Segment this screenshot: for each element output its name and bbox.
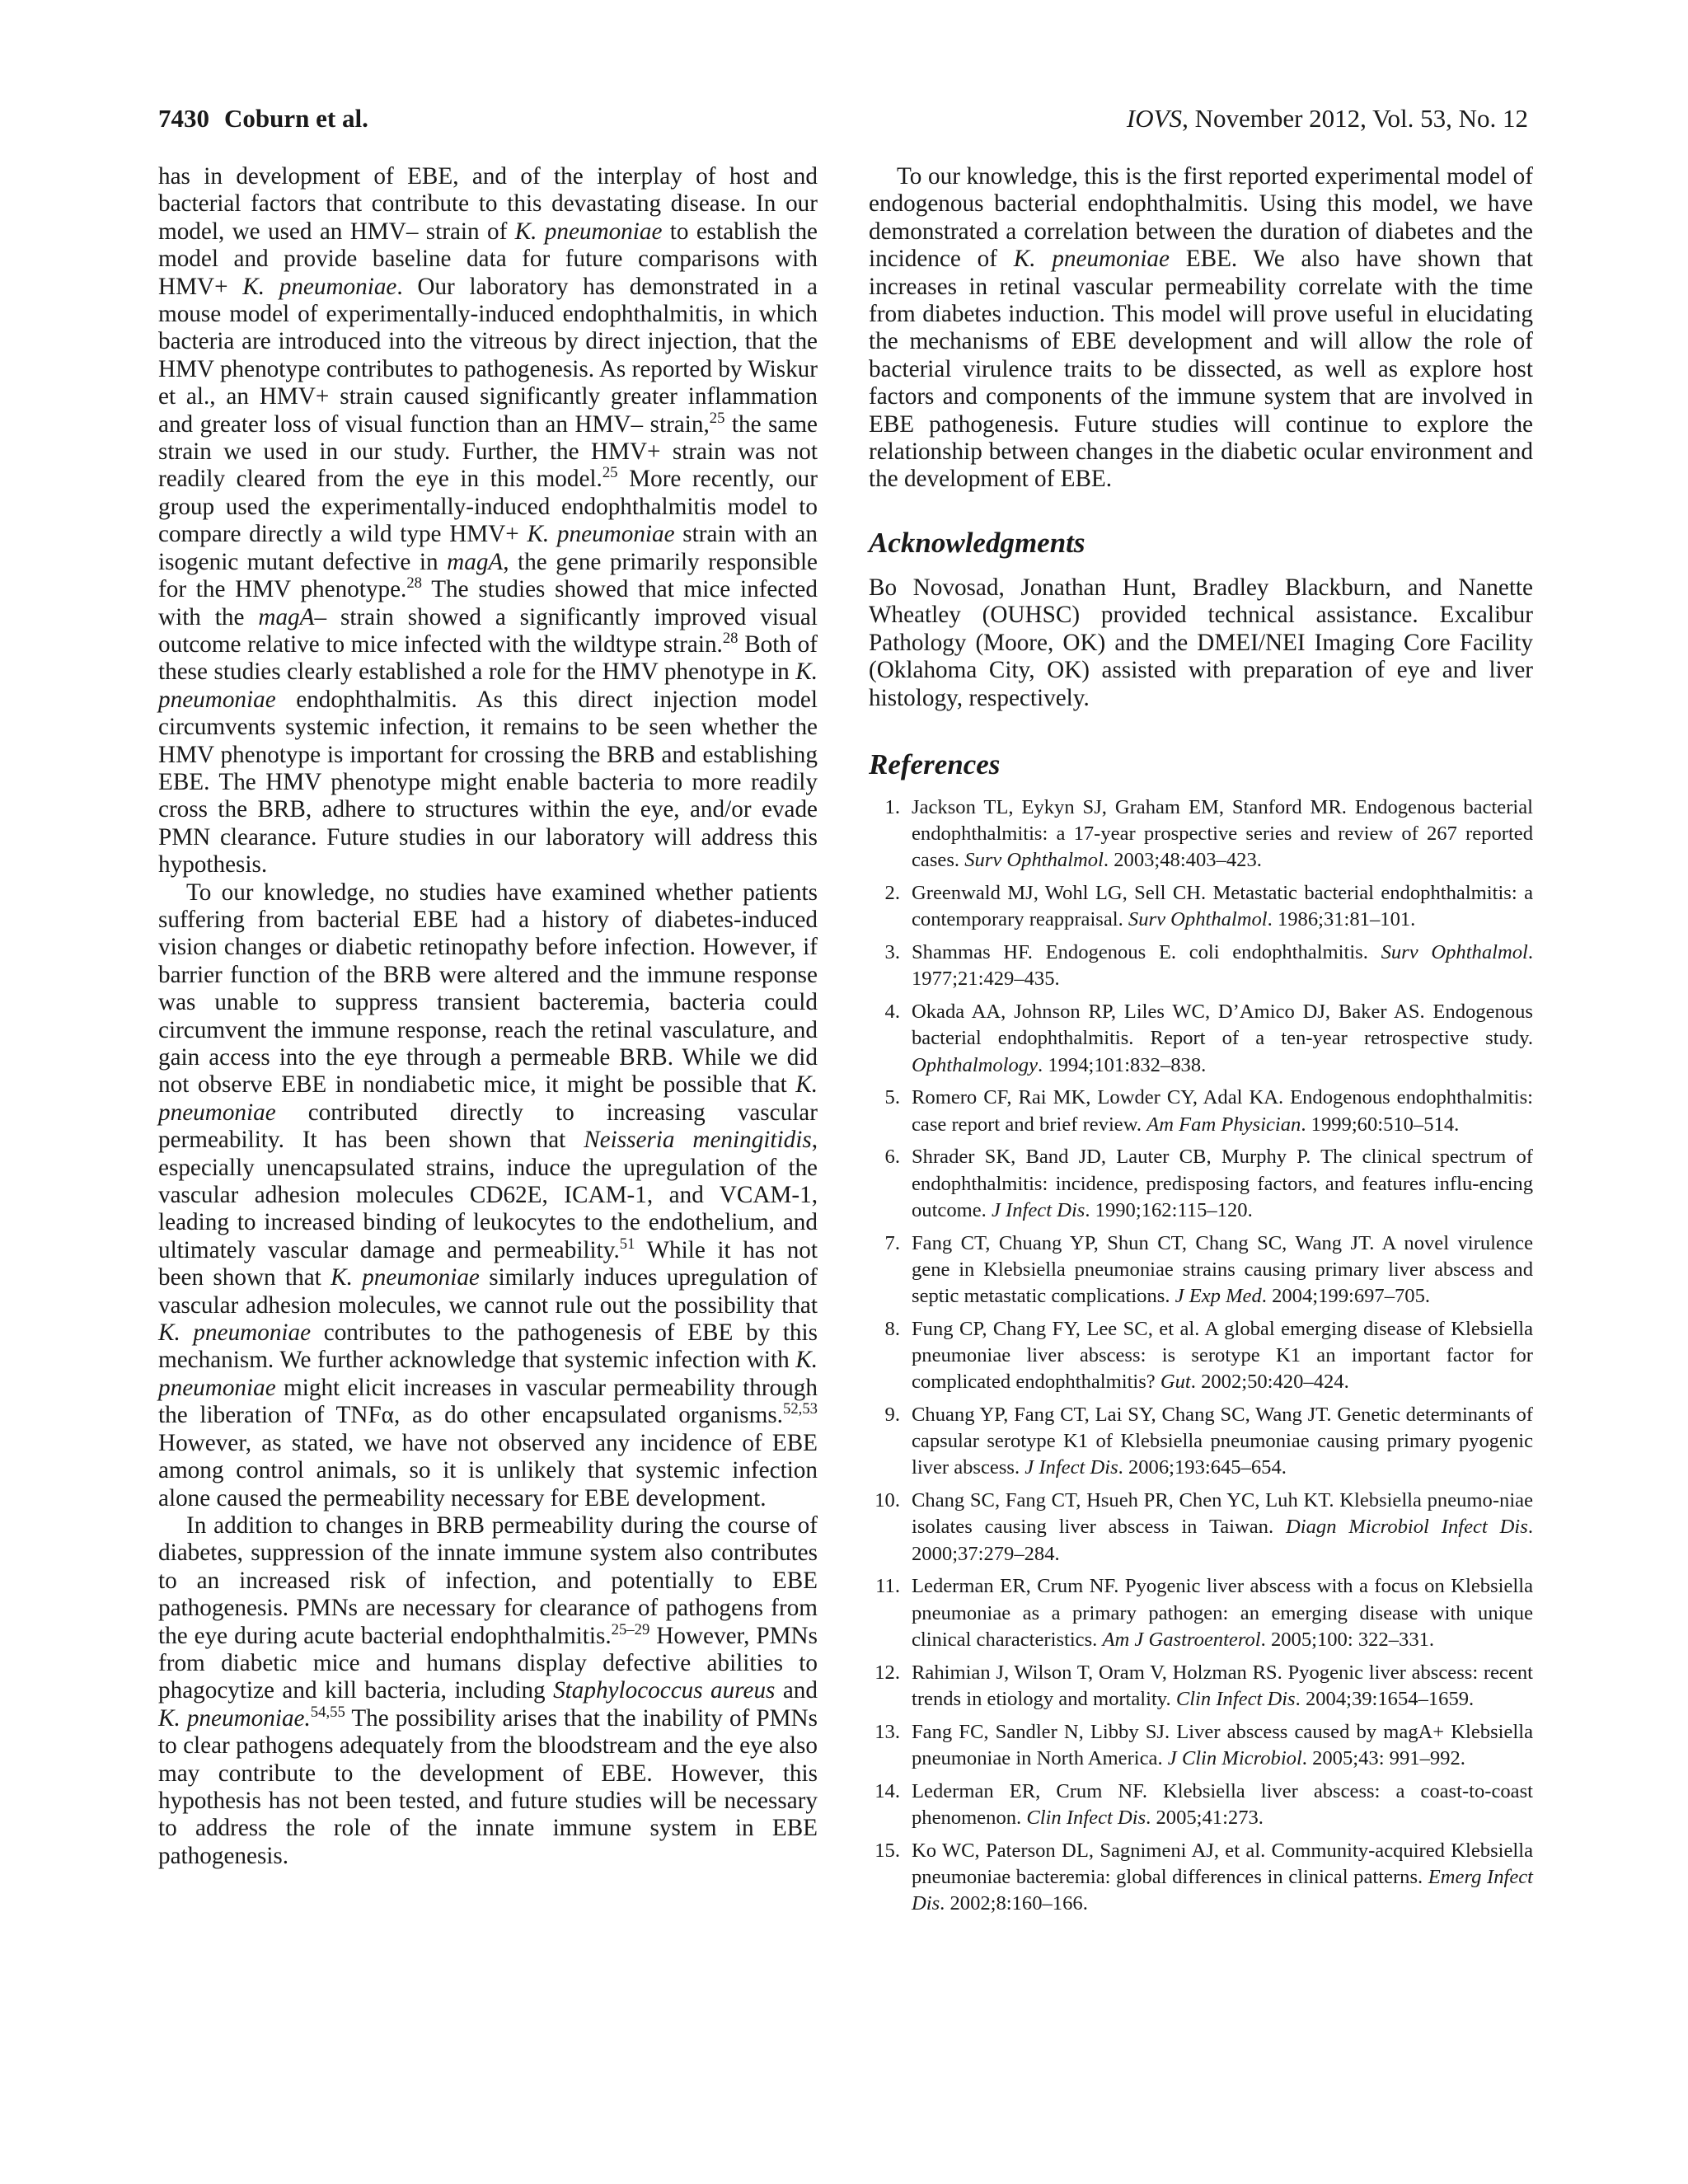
reference-text <box>912 1316 1533 1396</box>
reference-citation: . 1994;101:832–838. <box>1038 1053 1207 1076</box>
reference-number: 12. <box>874 1661 900 1684</box>
citation-superscript: 25 <box>602 464 618 482</box>
text-run: contributed directly to increasing vascular permeability. It has been shown that <box>158 1099 818 1154</box>
reference-authors-title: Lederman ER, Crum NF. Pyogenic liver abscess with a focus on Klebsiella pneumoniae as a primary pathogen: an emerging disease with unique clinical characteristics. <box>912 1575 1533 1651</box>
reference-item <box>869 1660 1533 1713</box>
italic-run: K. pneumoniae <box>242 273 397 300</box>
reference-number: 6. <box>884 1146 900 1169</box>
journal-issue: , November 2012, Vol. 53, No. 12 <box>1182 104 1528 133</box>
reference-citation: . 2005;41:273. <box>1146 1806 1264 1829</box>
reference-number: 11. <box>875 1575 900 1598</box>
reference-citation: . 2002;50:420–424. <box>1190 1371 1349 1394</box>
reference-journal: Ophthalmology <box>912 1053 1039 1076</box>
reference-citation: . 2005;100: 322–331. <box>1260 1628 1435 1651</box>
reference-authors-title: Greenwald MJ, Wohl LG, Sell CH. Metastatic bacterial endophthalmitis: a contemporary reappraisal. <box>912 882 1533 931</box>
reference-item <box>869 1230 1533 1310</box>
text-run: contributes to the pathogenesis of EBE by this mechanism. We further acknowledge that systemic infection with <box>158 1319 818 1374</box>
acknowledgments-heading: Acknowledgments <box>869 526 1085 559</box>
italic-run: magA– <box>258 603 327 630</box>
reference-item <box>869 880 1533 933</box>
text-run: has in development of EBE, and of the interplay of host and bacterial factors that contribute to this devastating disease. In our model, we used an HMV– strain of <box>158 163 818 245</box>
reference-journal: Diagn Microbiol Infect Dis <box>1286 1516 1528 1539</box>
reference-number: 7. <box>884 1231 900 1254</box>
text-run: . Our laboratory has demonstrated in a mouse model of experimentally-induced endophthalmitis, in which bacteria are introduced into the vitreous by direct injection, that the HMV phenotype contributes to pathogenesis. As reported by Wiskur et al., an HMV+ strain caused significantly greater inflammation and greater loss of visual function than an HMV– strain, <box>158 273 818 438</box>
reference-authors-title: Ko WC, Paterson DL, Sagnimeni AJ, et al. Community-acquired Klebsiella pneumoniae bacteremia: global differences in clinical patterns. <box>912 1839 1533 1888</box>
reference-text <box>912 1838 1533 1918</box>
text-run: the same strain we used in our study. Further, the HMV+ strain was not readily cleared from the eye in this model. <box>158 410 818 493</box>
reference-text <box>912 1488 1533 1568</box>
text-run: To our knowledge, this is the first reported experimental model of endogenous bacterial endophthalmitis. Using this model, we have demonstrated a correlation between the duration of diabetes and the incidence of <box>869 163 1533 273</box>
text-run: In addition to changes in BRB permeability during the course of diabetes, suppression of the innate immune system also contributes to an increased risk of infection, and potentially to EBE pathogenesis. PMNs are necessary for clearance of pathogens from the eye during acute bacterial endophthalmitis. <box>158 1511 818 1649</box>
reference-citation: . 2006;193:645–654. <box>1118 1456 1287 1479</box>
italic-run: K. pneumoniae <box>158 658 818 713</box>
text-run: strain with an isogenic mutant defective in <box>158 521 818 575</box>
italic-run: Neisseria meningitidis <box>584 1127 812 1154</box>
reference-authors-title: Chuang YP, Fang CT, Lai SY, Chang SC, Wang JT. Genetic determinants of capsular serotype K1 of Klebsiella pneumoniae causing primary pyogenic liver abscess. <box>912 1403 1533 1479</box>
italic-run: K. pneumoniae <box>158 1071 818 1126</box>
italic-run: K. pneumoniae <box>158 1319 312 1347</box>
reference-journal: Surv Ophthalmol <box>964 849 1104 872</box>
reference-citation: . 1999;60:510–514. <box>1301 1113 1460 1136</box>
page-number: 7430 <box>158 104 209 133</box>
italic-run: K. pneumoniae <box>331 1264 480 1291</box>
reference-journal: Clin Infect Dis <box>1026 1806 1146 1829</box>
reference-authors-title: Fang FC, Sandler N, Libby SJ. Liver abscess caused by magA+ Klebsiella pneumoniae in North America. <box>912 1720 1533 1769</box>
reference-item <box>869 1316 1533 1396</box>
reference-authors-title: Fung CP, Chang FY, Lee SC, et al. A global emerging disease of Klebsiella pneumoniae liver abscess: is serotype K1 an important factor for complicated endophthalmitis? <box>912 1317 1533 1394</box>
reference-authors-title: Chang SC, Fang CT, Hsueh PR, Chen YC, Luh KT. Klebsiella pneumo-niae isolates causing liver abscess in Taiwan. <box>912 1489 1533 1539</box>
reference-authors-title: Romero CF, Rai MK, Lowder CY, Adal KA. Endogenous endophthalmitis: case report and brief review. <box>912 1086 1533 1136</box>
citation-superscript: 51 <box>619 1235 635 1253</box>
reference-number: 3. <box>884 941 900 964</box>
italic-run: magA <box>447 548 504 575</box>
citation-superscript: 54,55 <box>310 1703 345 1721</box>
reference-journal: J Infect Dis <box>1025 1456 1118 1479</box>
reference-authors-title: Lederman ER, Crum NF. Klebsiella liver abscess: a coast-to-coast phenomenon. <box>912 1779 1533 1829</box>
reference-authors-title: Jackson TL, Eykyn SJ, Graham EM, Stanford MR. Endogenous bacterial endophthalmitis: a 17-year prospective series and review of 267 reported cases. <box>912 795 1533 872</box>
reference-journal: Emerg Infect Dis <box>912 1865 1533 1915</box>
reference-item <box>869 794 1533 874</box>
journal-name: IOVS <box>1126 104 1183 133</box>
header-left <box>158 104 368 134</box>
text-run: However, as stated, we have not observed any incidence of EBE among control animals, so it is unlikely that systemic infection alone caused the permeability necessary for EBE development. <box>158 1429 818 1511</box>
citation-superscript: 28 <box>406 574 423 592</box>
reference-citation: . 2000;37:279–284. <box>912 1516 1533 1565</box>
reference-text <box>912 1779 1533 1831</box>
reference-citation: . 2005;43: 991–992. <box>1301 1746 1465 1769</box>
reference-journal: Surv Ophthalmol <box>1128 908 1268 931</box>
reference-text <box>912 1660 1533 1713</box>
reference-citation: . 2002;8:160–166. <box>940 1891 1088 1915</box>
reference-text <box>912 794 1533 874</box>
text-run: , especially unencapsulated strains, induce the upregulation of the vascular adhesion molecules CD62E, ICAM-1, and VCAM-1, leading to increased binding of leukocytes to the endothelium, and ultimately vascular damage and permeability. <box>158 1127 818 1263</box>
reference-journal: J Exp Med <box>1175 1284 1262 1307</box>
reference-item <box>869 1838 1533 1918</box>
text-run: and <box>775 1677 818 1704</box>
body-paragraph <box>869 163 1533 494</box>
running-header <box>158 104 1528 137</box>
reference-journal: Surv Ophthalmol <box>1381 941 1528 964</box>
reference-number: 8. <box>884 1317 900 1340</box>
reference-text <box>912 1719 1533 1772</box>
reference-item <box>869 999 1533 1079</box>
reference-text <box>912 1144 1533 1224</box>
text-run: The studies showed that mice infected with the <box>158 576 818 630</box>
reference-number: 2. <box>884 882 900 905</box>
text-run: To our knowledge, no studies have examined whether patients suffering from bacterial EBE had a history of diabetes-induced vision changes or diabetic retinopathy before infection. However, if barrier function of the BRB were altered and the immune response was unable to suppress transient bacteremia, bacteria could circumvent the immune response, reach the retinal vasculature, and gain access into the eye through a permeable BRB. While we did not observe EBE in nondiabetic mice, it might be possible that <box>158 879 818 1099</box>
text-run: to establish the model and provide baseline data for future comparisons with HMV+ <box>158 218 818 300</box>
reference-item <box>869 1144 1533 1224</box>
reference-journal: Am J Gastroenterol <box>1102 1628 1261 1651</box>
text-run: EBE. We also have shown that increases in retinal vascular permeability correlate with the time from diabetes induction. This model will prove useful in elucidating the mechanisms of EBE development and will allow the role of bacterial virulence traits to be dissected, as well as explore host factors and components of the immune system that are involved in EBE pathogenesis. Future studies will continue to explore the relationship between changes in the diabetic ocular environment and the development of EBE. <box>869 246 1533 493</box>
reference-item <box>869 1573 1533 1653</box>
reference-item <box>869 1779 1533 1831</box>
reference-list <box>869 794 1533 1917</box>
reference-citation: . 1977;21:429–435. <box>912 941 1533 991</box>
acknowledgments-text: Bo Novosad, Jonathan Hunt, Bradley Blackburn, and Nanette Wheatley (OUHSC) provided technical assistance. Excalibur Pathology (Moore, OK) and the DMEI/NEI Imaging Core Facility (Oklahoma City, OK) assisted with preparation of eye and liver histology, respectively. <box>869 574 1533 711</box>
reference-citation: . 1986;31:81–101. <box>1267 908 1416 931</box>
reference-citation: . 2004;199:697–705. <box>1261 1284 1431 1307</box>
citation-superscript: 52,53 <box>782 1400 818 1418</box>
reference-citation: . 2003;48:403–423. <box>1103 849 1262 872</box>
reference-journal: Clin Infect Dis <box>1175 1687 1296 1710</box>
text-run: might elicit increases in vascular permeability through the liberation of TNFα, as do other encapsulated organisms. <box>158 1374 818 1429</box>
reference-number: 10. <box>874 1489 900 1512</box>
reference-text <box>912 940 1533 992</box>
text-run: endophthalmitis. As this direct injection model circumvents systemic infection, it remains to be seen whether the HMV phenotype is important for crossing the BRB and establishing EBE. The HMV phenotype might enable bacteria to more readily cross the BRB, adhere to structures within the eye, and/or evade PMN clearance. Future studies in our laboratory will address this hypothesis. <box>158 686 818 879</box>
reference-authors-title: Fang CT, Chuang YP, Shun CT, Chang SC, Wang JT. A novel virulence gene in Klebsiella pneumoniae strains causing primary liver abscess and septic metastatic complications. <box>912 1231 1533 1307</box>
reference-item <box>869 1719 1533 1772</box>
reference-authors-title: Shammas HF. Endogenous E. coli endophthalmitis. <box>912 941 1381 964</box>
text-run: However, PMNs from diabetic mice and humans display defective abilities to phagocytize and kill bacteria, including <box>158 1622 818 1704</box>
text-run: Both of these studies clearly established a role for the HMV phenotype in <box>158 630 818 686</box>
text-run: While it has not been shown that <box>158 1236 818 1291</box>
reference-item <box>869 940 1533 992</box>
italic-run: K. pneumoniae <box>514 218 663 245</box>
reference-journal: Am Fam Physician <box>1146 1113 1301 1136</box>
citation-superscript: 25–29 <box>611 1620 650 1638</box>
reference-number: 9. <box>884 1403 900 1426</box>
body-paragraph <box>158 879 818 1512</box>
italic-run: K. pneumoniae. <box>158 1704 311 1732</box>
references-heading: References <box>869 748 1001 780</box>
italic-run: Staphylococcus aureus <box>553 1677 776 1704</box>
reference-number: 4. <box>884 1001 900 1024</box>
text-run: The possibility arises that the inability of PMNs to clear pathogens adequately from the bloodstream and the eye also may contribute to the development of EBE. However, this hypothesis has not been tested, and future studies will be necessary to address the role of the innate immune system in EBE pathogenesis. <box>158 1704 818 1869</box>
reference-authors-title: Shrader SK, Band JD, Lauter CB, Murphy P. The clinical spectrum of endophthalmitis: incidence, predisposing factors, and features influ-encing outcome. <box>912 1146 1533 1221</box>
reference-number: 1. <box>884 795 900 818</box>
reference-authors-title: Rahimian J, Wilson T, Oram V, Holzman RS. Pyogenic liver abscess: recent trends in etiology and mortality. <box>912 1661 1533 1710</box>
reference-item <box>869 1402 1533 1482</box>
body-paragraph <box>158 163 818 879</box>
reference-text <box>912 1230 1533 1310</box>
reference-text <box>912 880 1533 933</box>
reference-item <box>869 1488 1533 1568</box>
reference-text <box>912 1085 1533 1137</box>
reference-number: 15. <box>874 1839 900 1862</box>
text-run: strain showed a significantly improved visual outcome relative to mice infected with the wildtype strain. <box>158 603 818 658</box>
italic-run: K. pneumoniae <box>158 1347 818 1401</box>
body-paragraph <box>158 1512 818 1870</box>
reference-journal: J Infect Dis <box>991 1198 1085 1221</box>
header-right <box>1127 104 1528 134</box>
citation-superscript: 28 <box>722 629 738 647</box>
reference-text <box>912 1402 1533 1482</box>
reference-citation: . 2004;39:1654–1659. <box>1295 1687 1475 1710</box>
reference-journal: Gut <box>1160 1371 1191 1394</box>
reference-number: 13. <box>874 1720 900 1743</box>
reference-authors-title: Okada AA, Johnson RP, Liles WC, D’Amico DJ, Baker AS. Endogenous bacterial endophthalmitis. Report of a ten-year retrospective study. <box>912 1001 1533 1050</box>
italic-run: K. pneumoniae <box>527 521 675 548</box>
header-authors: Coburn et al. <box>224 104 368 133</box>
left-column <box>158 163 818 1870</box>
reference-journal: J Clin Microbiol <box>1167 1746 1302 1769</box>
text-run: More recently, our group used the experimentally-induced endophthalmitis model to compare directly a wild type HMV+ <box>158 466 818 548</box>
italic-run: K. pneumoniae <box>1013 246 1170 273</box>
reference-text <box>912 999 1533 1079</box>
reference-text <box>912 1573 1533 1653</box>
reference-citation: . 1990;162:115–120. <box>1085 1198 1253 1221</box>
text-run: , the gene primarily responsible for the HMV phenotype. <box>158 548 818 603</box>
text-run: similarly induces upregulation of vascular adhesion molecules, we cannot rule out the possibility that <box>158 1264 818 1319</box>
reference-number: 14. <box>874 1779 900 1802</box>
reference-number: 5. <box>884 1086 900 1109</box>
right-column <box>869 163 1533 1924</box>
citation-superscript: 25 <box>709 409 725 427</box>
reference-item <box>869 1085 1533 1137</box>
